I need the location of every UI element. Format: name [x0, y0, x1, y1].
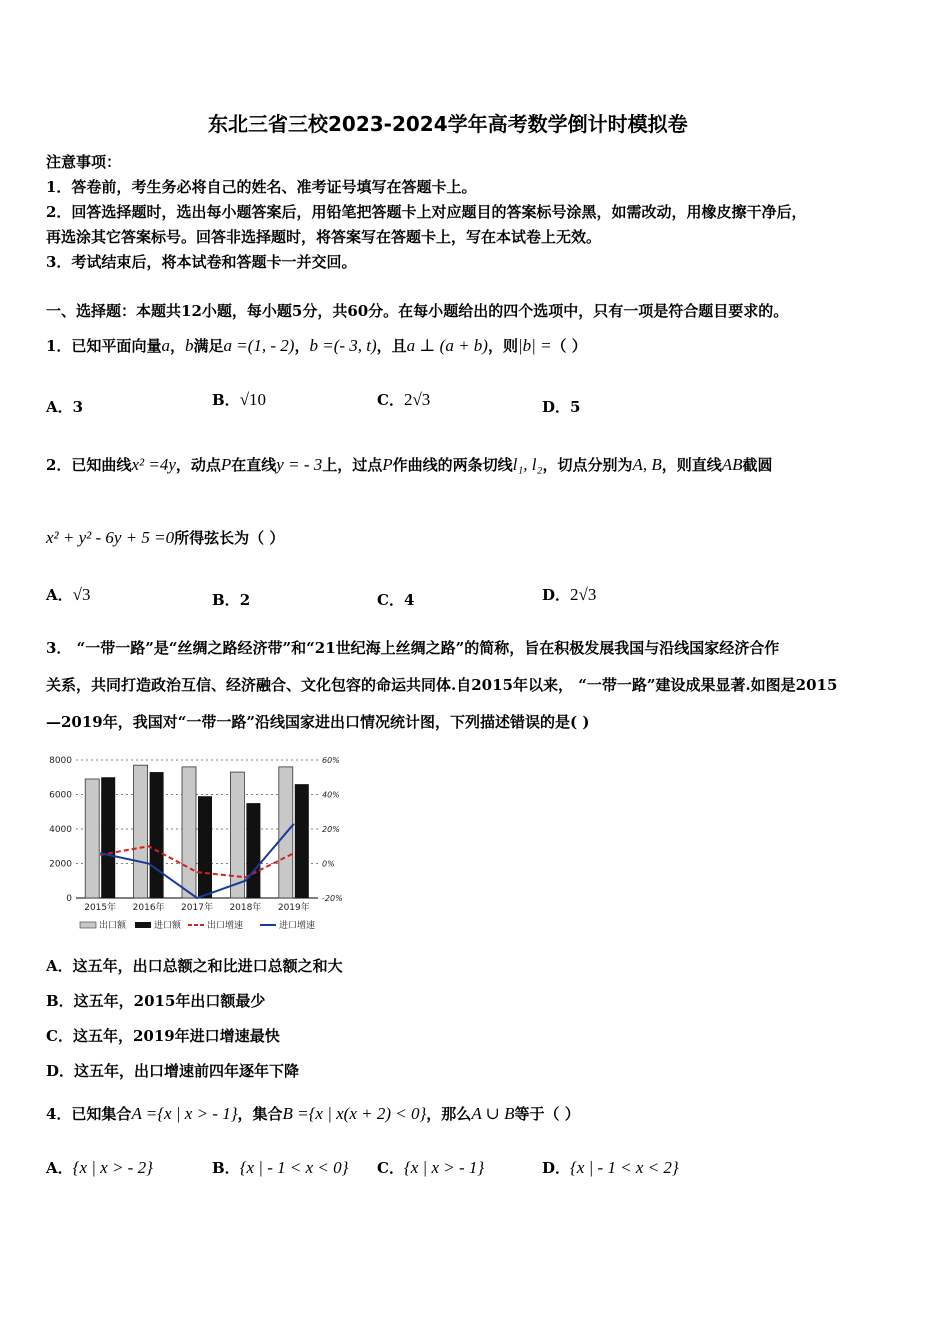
import-growth-line: [100, 824, 294, 898]
legend-label: 出口增速: [207, 921, 244, 931]
export-bar: [182, 767, 196, 898]
q2-line: y = - 3: [276, 455, 323, 474]
q1-condition-b: b =(- 3, t): [309, 336, 377, 355]
notice-item: 2．回答选择题时，选出每小题答案后，用铅笔把答题卡上对应题目的答案标号涂黑，如需改动，用橡皮擦干净后，: [46, 203, 807, 221]
left-tick-label: 2000: [49, 859, 72, 870]
q1-option-c[interactable]: C．2√3: [377, 390, 431, 409]
q1-condition-a: a =(1, - 2): [223, 336, 295, 355]
export-bar: [85, 779, 99, 898]
question-3-line: —2019年，我国对“一带一路”沿线国家进出口情况统计图，下列描述错误的是( ): [46, 713, 590, 731]
q4-option-b[interactable]: B．{x | - 1 < x < 0}: [212, 1158, 349, 1177]
left-tick-label: 0: [66, 894, 72, 904]
q2-tangents: l₁, l₂: [512, 455, 543, 474]
q1-text: ，则: [487, 337, 518, 355]
export-growth-line: [100, 846, 294, 877]
q1-text: ，: [294, 337, 310, 355]
question-3-line: 关系，共同打造政治互信、经济融合、文化包容的命运共同体.自2015年以来， “一带一路”建设成果显著.如图是2015: [46, 676, 838, 694]
import-bar: [101, 777, 115, 898]
right-tick-label: 60%: [322, 756, 340, 765]
q1-text: ，且: [376, 337, 407, 355]
left-tick-label: 6000: [49, 790, 72, 801]
q1-condition-perp: a ⊥ (a + b): [406, 336, 488, 355]
q3-option-a[interactable]: A．这五年，出口总额之和比进口总额之和大: [46, 957, 343, 975]
q2-points: A, B: [632, 455, 662, 474]
q1-text: 1．已知平面向量: [46, 337, 162, 355]
category-label: 2016年: [132, 903, 165, 913]
q1-option-b[interactable]: B．√10: [212, 390, 267, 409]
category-label: 2015年: [84, 903, 117, 913]
trade-chart: [40, 748, 360, 938]
legend-label: 进口额: [154, 921, 182, 931]
page-title: 东北三省三校2023-2024学年高考数学倒计时模拟卷: [208, 112, 688, 136]
category-label: 2018年: [229, 903, 262, 913]
q1-option-d[interactable]: D．5: [542, 398, 581, 416]
notice-item: 3．考试结束后，将本试卷和答题卡一并交回。: [46, 253, 357, 271]
import-bar: [246, 803, 260, 898]
question-3-line: 3． “一带一路”是“丝绸之路经济带”和“21世纪海上丝绸之路”的简称，旨在积极发展我国与沿线国家经济合作: [46, 639, 780, 657]
q4-option-c[interactable]: C．{x | x > - 1}: [377, 1158, 485, 1177]
q1-paren: （ ）: [551, 337, 587, 355]
import-bar: [295, 784, 309, 898]
right-tick-label: 0%: [322, 859, 335, 869]
q4-option-d[interactable]: D．{x | - 1 < x < 2}: [542, 1158, 679, 1177]
q4-option-a[interactable]: A．{x | x > - 2}: [46, 1158, 153, 1177]
notice-item: 1．答卷前，考生务必将自己的姓名、准考证号填写在答题卡上。: [46, 178, 477, 196]
question-2-stem-cont: x² + y² - 6y + 5 =0所得弦长为（ ）: [46, 528, 285, 547]
notice-item: 再选涂其它答案标号。回答非选择题时，将答案写在答题卡上，写在本试卷上无效。: [46, 228, 602, 246]
question-1-stem: [46, 336, 587, 356]
export-bar: [230, 772, 244, 898]
legend-swatch: [80, 922, 96, 928]
q1-vector-a: a: [161, 336, 170, 355]
import-bar: [198, 796, 212, 898]
q2-circle: x² + y² - 6y + 5 =0: [46, 528, 175, 547]
q1-text: 满足: [193, 337, 224, 355]
notice-heading: 注意事项：: [46, 153, 122, 171]
q1-text: ，: [169, 337, 185, 355]
q2-point-p: P: [382, 455, 393, 474]
legend-swatch: [135, 922, 151, 928]
question-4-stem: 4．已知集合A ={x | x > - 1}，集合B ={x | x(x + 2) < 0}，那么A ∪ B等于（ ）: [46, 1104, 580, 1123]
left-tick-label: 4000: [49, 825, 72, 835]
section-heading: 一、选择题：本题共12小题，每小题5分，共60分。在每小题给出的四个选项中，只有一项是符合题目要求的。: [46, 302, 789, 320]
export-bar: [134, 765, 148, 898]
legend-label: 出口额: [99, 921, 127, 931]
legend-label: 进口增速: [279, 921, 316, 931]
q2-option-b[interactable]: B．2: [212, 591, 251, 609]
right-tick-label: -20%: [322, 894, 343, 903]
q3-option-b[interactable]: B．这五年，2015年出口额最少: [46, 992, 266, 1010]
q1-vector-b: b: [184, 336, 194, 355]
import-bar: [150, 772, 164, 898]
question-2-stem: 2．已知曲线x² =4y，动点P在直线y = - 3上，过点P作曲线的两条切线l₁, l₂，切点分别为A, B，则直线AB截圆: [46, 455, 773, 474]
q2-curve: x² =4y: [131, 455, 176, 474]
q4-union: A ∪ B: [471, 1104, 515, 1123]
q3-option-c[interactable]: C．这五年，2019年进口增速最快: [46, 1027, 280, 1045]
q4-set-b: B ={x | x(x + 2) < 0}: [282, 1104, 427, 1123]
q2-option-d[interactable]: D．2√3: [542, 585, 597, 604]
right-tick-label: 20%: [322, 825, 340, 834]
q2-option-a[interactable]: A．√3: [46, 585, 91, 604]
category-label: 2019年: [277, 903, 310, 913]
q2-point-p: P: [220, 455, 232, 474]
right-tick-label: 40%: [322, 790, 340, 800]
q1-option-a[interactable]: A．3: [46, 398, 84, 416]
left-tick-label: 8000: [49, 756, 72, 766]
q2-line-ab: AB: [721, 455, 743, 474]
q1-ask: |b| =: [517, 336, 552, 355]
q4-set-a: A ={x | x > - 1}: [131, 1104, 238, 1123]
q3-option-d[interactable]: D．这五年，出口增速前四年逐年下降: [46, 1062, 300, 1080]
category-label: 2017年: [181, 903, 213, 913]
q2-option-c[interactable]: C．4: [377, 591, 415, 609]
